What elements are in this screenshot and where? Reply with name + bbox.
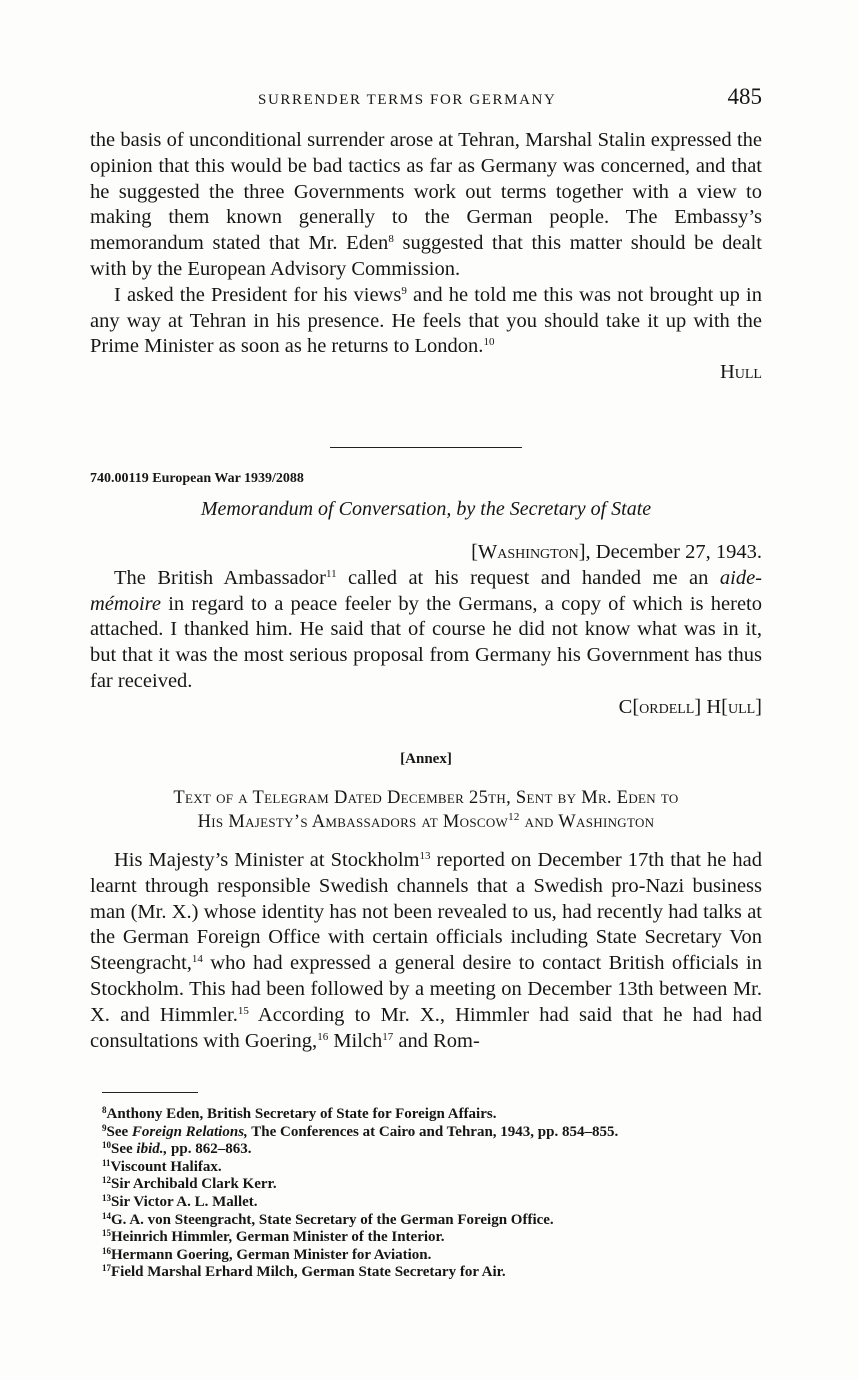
footnote-16: $^{16}$Hermann Goering, German Minister for Aviation. (102, 1245, 432, 1263)
footnote-ref-14: 14 (191, 953, 203, 966)
footnote-ref-13: 13 (419, 850, 431, 862)
document-file-number: 740.00119 European War 1939/2088 (90, 471, 304, 486)
intro-paragraph-2: I asked the President for his views$^9$ and he told me this was not brought up in any way at Tehran in his presence. He feels that you should take it up with the Prime Minister as soon as he returns to London.$^{10}$ (90, 283, 763, 358)
memo-section (90, 540, 762, 721)
document-title: Memorandum of Conversation, by the Secretary of State (200, 498, 652, 520)
footnote-11: $^{11}$Viscount Halifax. (102, 1157, 222, 1175)
telegram-heading: Text of a Telegram Dated December 25th, Sent by Mr. Eden to His Majesty’s Ambassadors at Moscow$^{12}$ and Washington (173, 788, 679, 832)
footnotes (102, 1106, 762, 1282)
footnote-divider (102, 1092, 198, 1093)
intro-section (90, 128, 762, 386)
footnote-10: $^{10}$See ibid., pp. 862–863. (102, 1140, 252, 1158)
memo-paragraph-1: The British Ambassador$^{11}$ called at his request and handed me an aide-mémoire in regard to a peace feeler by the Germans, a copy of which is hereto attached. I thanked him. He said that of course he did not know what was in it, but that it was the most serious proposal from Germany his Government has thus far received. (90, 566, 762, 692)
footnote-ref-9: 9 (401, 284, 407, 297)
dateline: [Washington], December 27, 1943. (471, 541, 762, 563)
signature-hull: Hull (719, 361, 762, 384)
section-divider (330, 447, 522, 448)
footnote-9: $^9$See Foreign Relations, The Conferences at Cairo and Tehran, 1943, pp. 854–855. (102, 1122, 619, 1140)
signature-cordell-hull: C[ordell] H[ull] (618, 695, 762, 718)
footnote-8: $^8$Anthony Eden, British Secretary of State for Foreign Affairs. (102, 1105, 497, 1122)
footnote-13: $^{13}$Sir Victor A. L. Mallet. (102, 1192, 258, 1210)
footnote-ref-17: 17 (382, 1030, 394, 1043)
page-header (90, 84, 762, 116)
page-number: 485 (727, 84, 762, 109)
telegram-section (90, 848, 762, 1054)
intro-paragraph-1: the basis of unconditional surrender arose at Tehran, Marshal Stalin expressed the opinion that this would be bad tactics as far as Germany was concerned, and that he suggested the three Governments work out terms together with a view to making them known generally to the German people. The Embassy’s memorandum stated that Mr. Eden$^8$ suggested that this matter should be dealt with by the European Advisory Commission. (90, 129, 762, 280)
footnote-ref-10: 10 (483, 336, 495, 349)
footnote-12: $^{12}$Sir Archibald Clark Kerr. (102, 1175, 277, 1193)
footnote-ref-12: 12 (508, 811, 520, 823)
footnote-ref-16: 16 (317, 1030, 329, 1043)
footnote-ref-8: 8 (388, 233, 394, 246)
footnote-ref-15: 15 (237, 1004, 249, 1017)
footnote-15: $^{15}$Heinrich Himmler, German Minister of the Interior. (102, 1228, 445, 1246)
footnote-14: $^{14}$G. A. von Steengracht, State Secretary of the German Foreign Office. (102, 1210, 554, 1228)
footnote-ref-11: 11 (325, 567, 337, 580)
footnote-17: $^{17}$Field Marshal Erhard Milch, German State Secretary for Air. (102, 1263, 506, 1281)
running-title: SURRENDER TERMS FOR GERMANY (258, 92, 557, 108)
annex-label: [Annex] (400, 751, 452, 767)
telegram-paragraph-1: His Majesty’s Minister at Stockholm$^{13}$ reported on December 17th that he had learnt through responsible Swedish channels that a Swedish pro-Nazi business man (Mr. X.) whose identity has not been revealed to us, had recently had talks at the German Foreign Office with certain officials including State Secretary Von Steengracht,$^{14}$ who had expressed a general desire to contact British officials in Stockholm. This had been followed by a meeting on December 13th between Mr. X. and Himmler.$^{15}$ According to Mr. X., Himmler had said that he had had consultations with Goering,$^{16}$ Milch$^{17}$ and Rom- (90, 849, 763, 1052)
